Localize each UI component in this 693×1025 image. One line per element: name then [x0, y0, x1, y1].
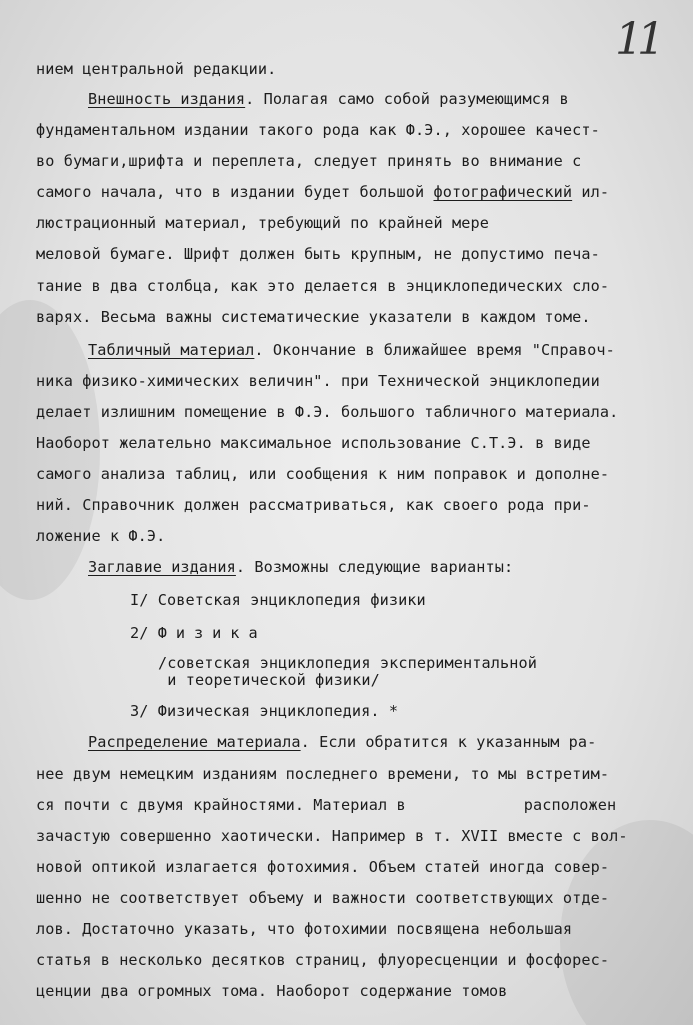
text-line: статья в несколько десятков страниц, флуоресценции и фосфорес-	[36, 951, 610, 969]
text-line: ний. Справочник должен рассматриваться, как своего рода при-	[36, 496, 591, 514]
section-heading-tables: Табличный материал	[88, 341, 255, 359]
text-line: нее двум немецким изданиям последнего времени, то мы встретим-	[36, 765, 610, 783]
text-line: новой оптикой излагается фотохимия. Объем статей иногда совер-	[36, 858, 610, 876]
text-line: варях. Весьма важны систематические указатели в каждом томе.	[36, 308, 591, 326]
variant-item-3: 3/ Физическая энциклопедия. *	[130, 702, 399, 720]
text-line: самого начала, что в издании будет большой фотографический ил-	[36, 183, 610, 201]
text-line: люстрационный материал, требующий по крайней мере	[36, 214, 489, 232]
variant-item-2-subtitle: и теоретической физики/	[158, 671, 380, 689]
text-line: ложение к Ф.Э.	[36, 527, 166, 545]
text-line: фундаментальном издании такого рода как Ф.Э., хорошее качест-	[36, 121, 600, 139]
variant-item-1: I/ Советская энциклопедия физики	[130, 591, 426, 609]
paper-stain	[560, 820, 693, 1025]
section-heading-title: Заглавие издания	[88, 558, 236, 576]
section-heading-appearance: Внешность издания	[88, 90, 246, 108]
text-line: ся почти с двумя крайностями. Материал в расположен	[36, 796, 617, 814]
text-line: Наоборот желательно максимальное использование С.Т.Э. в виде	[36, 434, 591, 452]
text-line: во бумаги,шрифта и переплета, следует принять во внимание с	[36, 152, 582, 170]
underlined-word: фотографический	[433, 183, 573, 201]
variant-item-2-subtitle: /советская энциклопедия экспериментальной	[158, 654, 537, 672]
variant-item-2: 2/ Физика	[130, 624, 267, 642]
paragraph-heading-line: Распределение материала. Если обратится к указанным ра-	[88, 733, 597, 751]
text-line: зачастую совершенно хаотически. Например в т. XVII вместе с вол-	[36, 827, 628, 845]
page-number: 11	[615, 14, 659, 65]
text-line: шенно не соответствует объему и важности соответствующих отде-	[36, 889, 610, 907]
text-line: ценции два огромных тома. Наоборот содержание томов	[36, 982, 508, 1000]
text-line: нием центральной редакции.	[36, 60, 277, 78]
text-line: ника физико-химических величин". при Технической энциклопедии	[36, 372, 600, 390]
paragraph-heading-line: Заглавие издания. Возможны следующие варианты:	[88, 558, 514, 576]
text-line: тание в два столбца, как это делается в энциклопедических сло-	[36, 277, 610, 295]
text-line: самого анализа таблиц, или сообщения к ним поправок и дополне-	[36, 465, 610, 483]
text-line: меловой бумаге. Шрифт должен быть крупным, не допустимо печа-	[36, 245, 600, 263]
paragraph-heading-line: Внешность издания. Полагая само собой разумеющимся в	[88, 90, 569, 108]
text-line: лов. Достаточно указать, что фотохимии посвящена небольшая	[36, 920, 573, 938]
paragraph-heading-line: Табличный материал. Окончание в ближайшее время "Справоч-	[88, 341, 615, 359]
text-line: делает излишним помещение в Ф.Э. большого табличного материала.	[36, 403, 619, 421]
section-heading-distribution: Распределение материала	[88, 733, 301, 751]
